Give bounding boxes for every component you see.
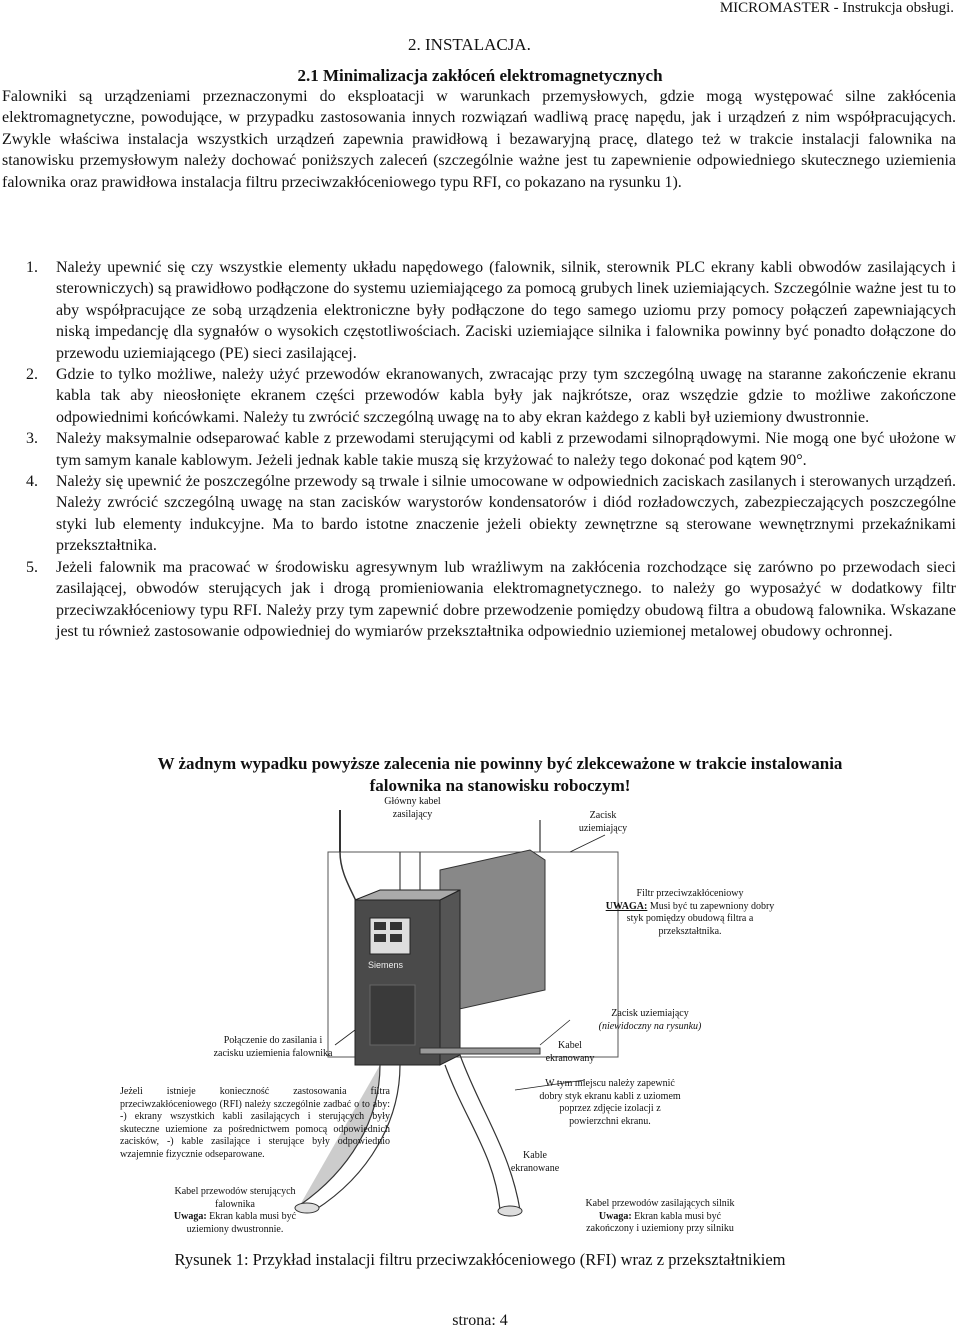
- label-main-cable: Główny kabel zasilający: [384, 796, 441, 820]
- list-item: [26, 471, 956, 557]
- motor-cable-title: Kabel przewodów zasilających silnik: [585, 1198, 735, 1209]
- filter-note-prefix: UWAGA:: [605, 900, 648, 912]
- label-shielded-cables: Kable ekranowane: [510, 1150, 560, 1174]
- label-motor-cable: [575, 1198, 745, 1236]
- list-item-number: 3.: [26, 430, 38, 448]
- ground-bar: [420, 1048, 540, 1054]
- motor-cable-note-prefix: Uwaga:: [598, 1210, 632, 1222]
- label-shield-contact: W tym miejscu należy zapewnić dobry styk ekranu kabli z uziomem poprzez zdjęcie izolacji z powierzchni ekranu.: [539, 1078, 681, 1127]
- chapter-heading: 2. INSTALACJA.: [408, 35, 531, 54]
- intro-text: Falowniki są urządzeniami przeznaczonymi do eksploatacji w warunkach przemysłowych, gdzie mogą występować silne zakłócenia elektromagnetyczne, powodujące, w przypadku zastosowania innych rozwiązań wadliwą pracę napędu, jak i urządzeń z nim współpracujących.: [2, 88, 956, 127]
- installation-figure: [100, 790, 840, 1240]
- list-item: [26, 257, 956, 364]
- section-title: 2.1 Minimalizacja zakłóceń elektromagnetycznych: [297, 66, 663, 85]
- label-power-connection: Połączenie do zasilania i zacisku uziemienia falownika: [213, 1035, 333, 1059]
- control-cable-note: [155, 1211, 315, 1236]
- filter-title: Filtr przeciwzakłóceniowy: [636, 888, 744, 899]
- page-number: strona: 4: [452, 1312, 508, 1329]
- motor-cable-note-text: Ekran kabla musi być zakończony i uziemiony przy silniku: [586, 1210, 734, 1234]
- list-item-text: Należy się upewnić że poszczególne przewody są trwale i silnie umocowane w odpowiednich zaciskach zasilanych i sterowanych urządzeń. Należy zwrócić szczególną uwagę na stan zacisków warystorów kondensatorów i diód rozładowczych, zabezpieczających poszczególne styki lub elementy indukcyjne. Ma to bardo istotne znaczenie jeżeli obiekty zewnętrzne są sterowane wewnętrznymi przekaźnikami przekształtnika.: [56, 473, 956, 555]
- intro-paragraph: [2, 86, 956, 193]
- list-item-text: Należy maksymalnie odseparować kable z przewodami sterującymi od kabli z przewodami silnoprądowymi. Nie mogą one być ułożone w tym samym kanale kablowym. Jeżeli jednak kable takie muszą się krzyżować to należy tego dokonać pod kątem 90°.: [56, 430, 956, 469]
- motor-cable: [460, 1055, 520, 1210]
- filter-note-text: Musi być tu zapewniony dobry styk pomiędzy obudową filtra a przekształtnika.: [626, 900, 775, 937]
- label-rfi-note: Jeżeli istnieje konieczność zastosowania filtra przeciwzakłóceniowego (RFI) należy szczególnie zadbać o to aby: -) ekrany wszystkich kabli zasilających i sterujących były skuteczne uziemione za pośrednictwem pomocą odpowiednich zacisków, -) kable zasilające i sterujące były odpowiednio wzajemnie fizycznie odseparowane.: [120, 1086, 390, 1160]
- list-item: [26, 428, 956, 471]
- inverter-brand: Siemens: [368, 960, 404, 970]
- label-ground-hidden: [585, 1008, 715, 1033]
- control-cable-note-prefix: Uwaga:: [173, 1211, 207, 1222]
- list-item-number: 5.: [26, 558, 38, 576]
- list-item: [26, 364, 956, 428]
- installation-diagram: [100, 790, 840, 1240]
- list-item-text: Jeżeli falownik ma pracować w środowisku agresywnym lub wrażliwym na zakłócenia rozchodzące się zarówno po przewodach sieci zasilającej, obwodów sterujących jak i drogą promieniowania elektromagnetycznego. to należy go wyposażyć w dodatkowy filtr przeciwzakłóceniowy typu RFI. Należy przy tym zapewnić dobre przewodzenie pomiędzy obudową filtra a obudową falownika. Wskazane jest tu również zastosowanie odpowiedniej do wymiarów przekształtnika odpowiednio uziemionej metalowej obudowy ochronnej.: [56, 558, 956, 640]
- label-ground-terminal: Zacisk uziemiający: [578, 810, 628, 834]
- list-item-number: 4.: [26, 473, 38, 491]
- control-cable-title: Kabel przewodów sterujących falownika: [174, 1186, 296, 1210]
- intro-text-2: Zwykle właściwa instalacja wszystkich urządzeń zapewnia prawidłową i bezawaryjną pracę, dlatego też w trakcie instalacji falownika na stanowisku przemysłowym należy dochować poniższych zaleceń (szczególnie ważne jest tu zapewnienie odpowiedniego skutecznego uziemienia falownika oraz prawidłowa instalacja filtru przeciwzakłóceniowego typu RFI, co pokazano na rysunku 1).: [2, 130, 956, 191]
- running-header: MICROMASTER - Instrukcja obsługi.: [719, 0, 954, 16]
- label-shielded-cable: Kabel ekranowany: [545, 1040, 595, 1064]
- list-item-text: Należy upewnić się czy wszystkie elementy układu napędowego (falownik, silnik, sterownik PLC ekrany kabli obwodów zasilających i sterowniczych) są prawidłowo podłączone do systemu uziemiającego za pomocą grubych linek uziemiających. Szczególnie ważne jest tu to aby współpracujące ze sobą urządzenia elektroniczne były podłączone do tego samego uziomu przy pomocy połączeń zapewniających niską impedancję dla sygnałów o wysokich częstotliwościach. Zaciski uziemiające silnika i falownika powinny być ponadto dołączone do przewodu uziemiającego (PE) sieci zasilającej.: [56, 259, 956, 362]
- label-filter: [600, 888, 780, 938]
- motor-cable-note: [575, 1211, 745, 1236]
- ground-hidden-title: Zacisk uziemiający: [611, 1008, 689, 1019]
- label-control-cable: [155, 1186, 315, 1236]
- list-item-number: 1.: [26, 259, 38, 276]
- list-item-text: Gdzie to tylko możliwe, należy użyć przewodów ekranowanych, zwracając przy tym szczególną uwagę na staranne zakończenie ekranu kabla tak aby nieosłonięte ekranem części przewodów kabla były jak najkrótsze, oraz wszędzie gdzie to możliwe zakończone odpowiednimi końcówkami. Należy tu zwrócić szczególną uwagę na to aby ekran każdego z kabli był uziemiony dwustronnie.: [56, 366, 956, 426]
- filter-note: [600, 901, 780, 939]
- list-item-number: 2.: [26, 366, 38, 384]
- control-cable-note-text: Ekran kabla musi być uziemiony dwustronnie.: [186, 1211, 297, 1235]
- recommendations-list: [26, 257, 956, 642]
- ground-hidden-note: (niewidoczny na rysunku): [598, 1020, 702, 1032]
- figure-caption: Rysunek 1: Przykład instalacji filtru przeciwzakłóceniowego (RFI) wraz z przekształtnikiem: [174, 1250, 786, 1269]
- list-item: [26, 557, 956, 643]
- inverter-side: [440, 890, 460, 1065]
- warning-text: W żadnym wypadku powyższe zalecenia nie powinny być zlekceważone w trakcie instalowania falownika na stanowisku roboczym!: [157, 754, 843, 795]
